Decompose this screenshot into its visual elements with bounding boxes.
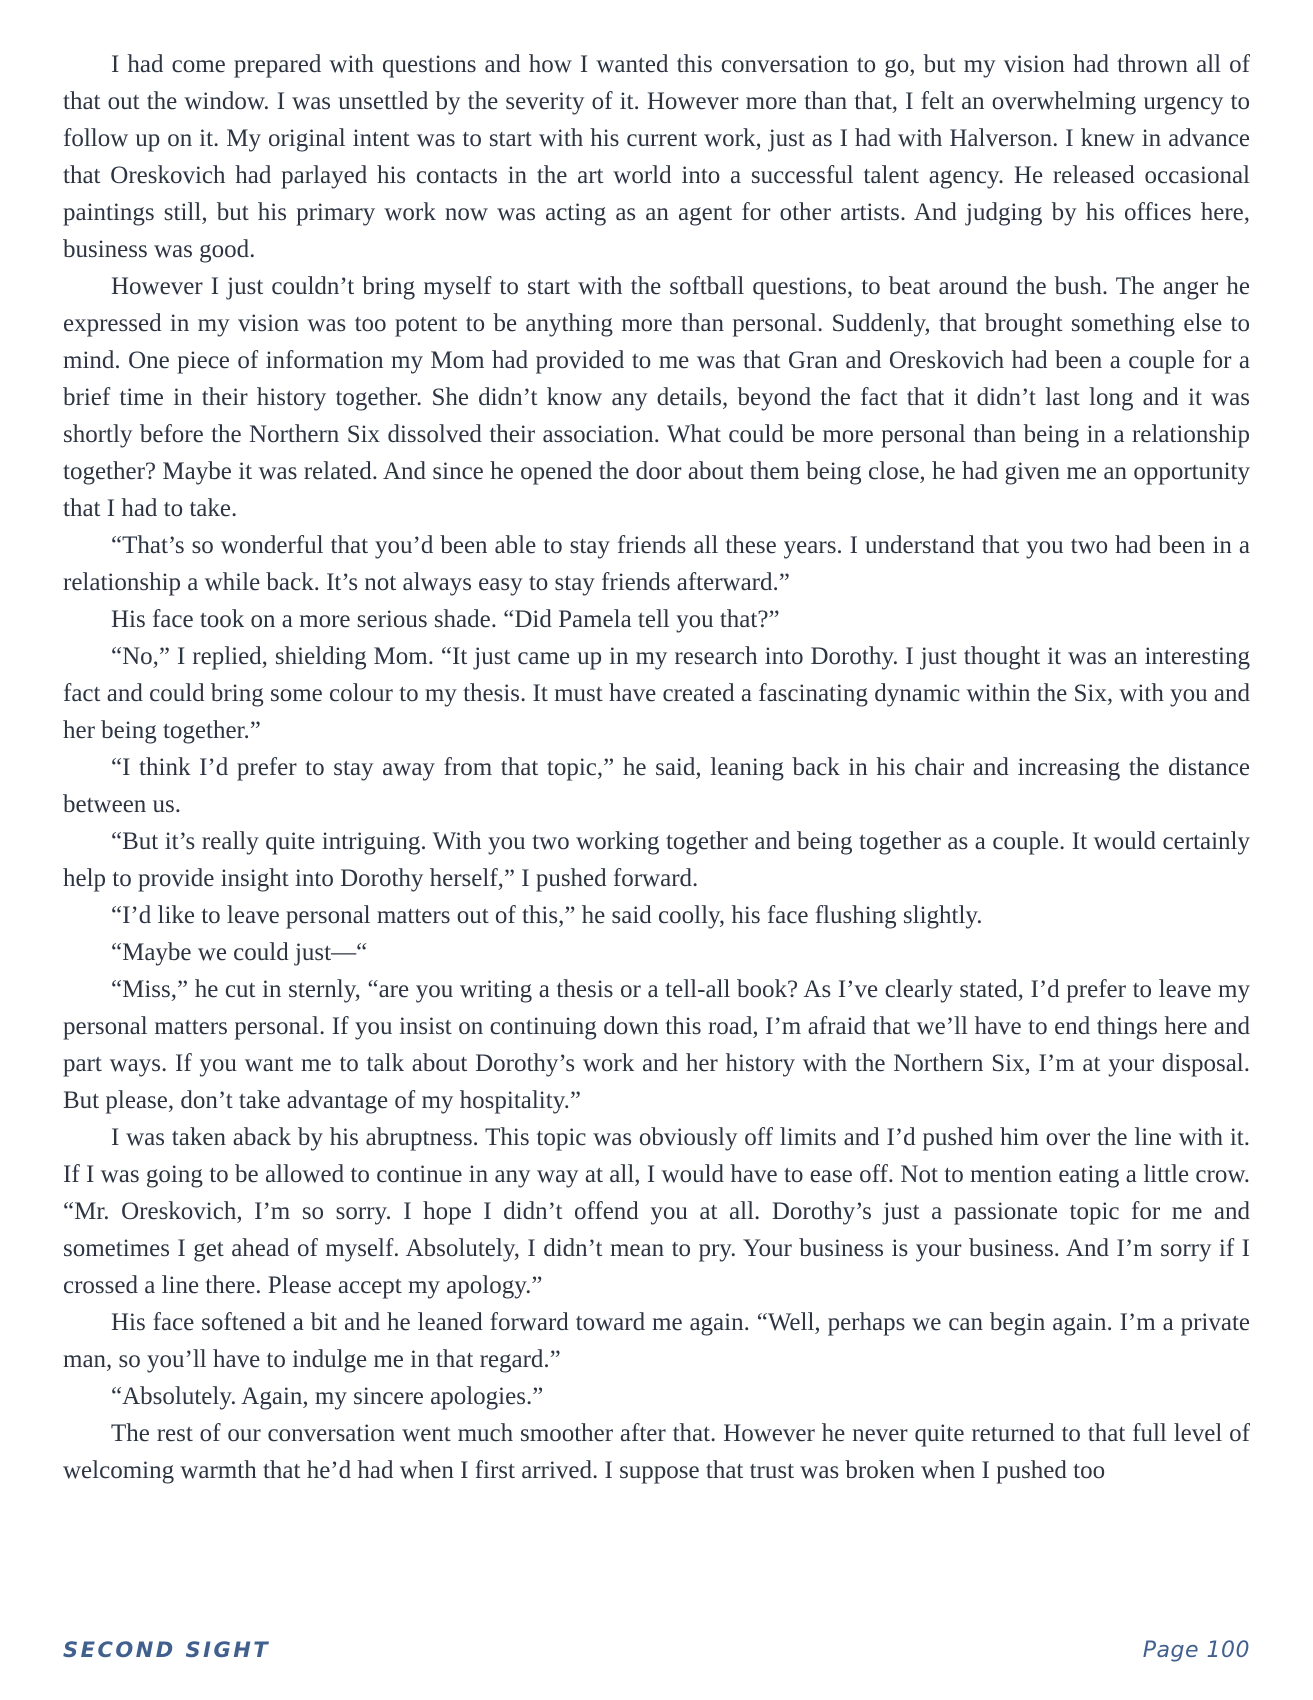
paragraph: “I’d like to leave personal matters out of this,” he said coolly, his face flushing slightly. <box>111 902 983 929</box>
footer-page-number: Page 100 <box>1142 1638 1250 1663</box>
paragraph: I had come prepared with questions and how I wanted this conversation to go, but my vision had thrown all of that out the window. I was unsettled by the severity of it. However more than that, I felt an overwhelming urgency to follow up on it. My original intent was to start with his current work, just as I had with Halverson. I knew in advance that Oreskovich had parlayed his contacts in the art world into a successful talent agency. He released occasional paintings still, but his primary work now was acting as an agent for other artists. And judging by his offices here, business was good. <box>63 51 1250 263</box>
footer-book-title: SECOND SIGHT <box>63 1638 271 1662</box>
paragraph: “That’s so wonderful that you’d been able to stay friends all these years. I understand that you two had been in a relationship a while back. It’s not always easy to stay friends afterward.” <box>63 532 1250 596</box>
page-footer <box>63 1638 1250 1663</box>
paragraph: “Maybe we could just—“ <box>111 939 368 966</box>
paragraph: However I just couldn’t bring myself to start with the softball questions, to beat around the bush. The anger he expressed in my vision was too potent to be anything more than personal. Suddenly, that brought something else to mind. One piece of information my Mom had provided to me was that Gran and Oreskovich had been a couple for a brief time in their history together. She didn’t know any details, beyond the fact that it didn’t last long and it was shortly before the Northern Six dissolved their association. What could be more personal than being in a relationship together? Maybe it was related. And since he opened the door about them being close, he had given me an opportunity that I had to take. <box>63 273 1250 522</box>
paragraph: His face took on a more serious shade. “Did Pamela tell you that?” <box>111 606 780 633</box>
paragraph: “Miss,” he cut in sternly, “are you writing a thesis or a tell-all book? As I’ve clearly stated, I’d prefer to leave my personal matters personal. If you insist on continuing down this road, I’m afraid that we’ll have to end things here and part ways. If you want me to talk about Dorothy’s work and her history with the Northern Six, I’m at your disposal. But please, don’t take advantage of my hospitality.” <box>63 976 1250 1114</box>
paragraph: “I think I’d prefer to stay away from that topic,” he said, leaning back in his chair and increasing the distance between us. <box>63 754 1250 818</box>
page-body-text <box>63 46 1250 1489</box>
paragraph: I was taken aback by his abruptness. This topic was obviously off limits and I’d pushed him over the line with it. If I was going to be allowed to continue in any way at all, I would have to ease off. Not to mention eating a little crow. “Mr. Oreskovich, I’m so sorry. I hope I didn’t offend you at all. Dorothy’s just a passionate topic for me and sometimes I get ahead of myself. Absolutely, I didn’t mean to pry. Your business is your business. And I’m sorry if I crossed a line there. Please accept my apology.” <box>63 1124 1250 1299</box>
paragraph: “But it’s really quite intriguing. With you two working together and being together as a couple. It would certainly help to provide insight into Dorothy herself,” I pushed forward. <box>63 828 1250 892</box>
paragraph: His face softened a bit and he leaned forward toward me again. “Well, perhaps we can begin again. I’m a private man, so you’ll have to indulge me in that regard.” <box>63 1309 1250 1373</box>
paragraph: “Absolutely. Again, my sincere apologies.” <box>111 1383 544 1410</box>
paragraph: The rest of our conversation went much smoother after that. However he never quite returned to that full level of welcoming warmth that he’d had when I first arrived. I suppose that trust was broken when I pushed too <box>63 1420 1250 1484</box>
paragraph: “No,” I replied, shielding Mom. “It just came up in my research into Dorothy. I just thought it was an interesting fact and could bring some colour to my thesis. It must have created a fascinating dynamic within the Six, with you and her being together.” <box>63 643 1250 744</box>
